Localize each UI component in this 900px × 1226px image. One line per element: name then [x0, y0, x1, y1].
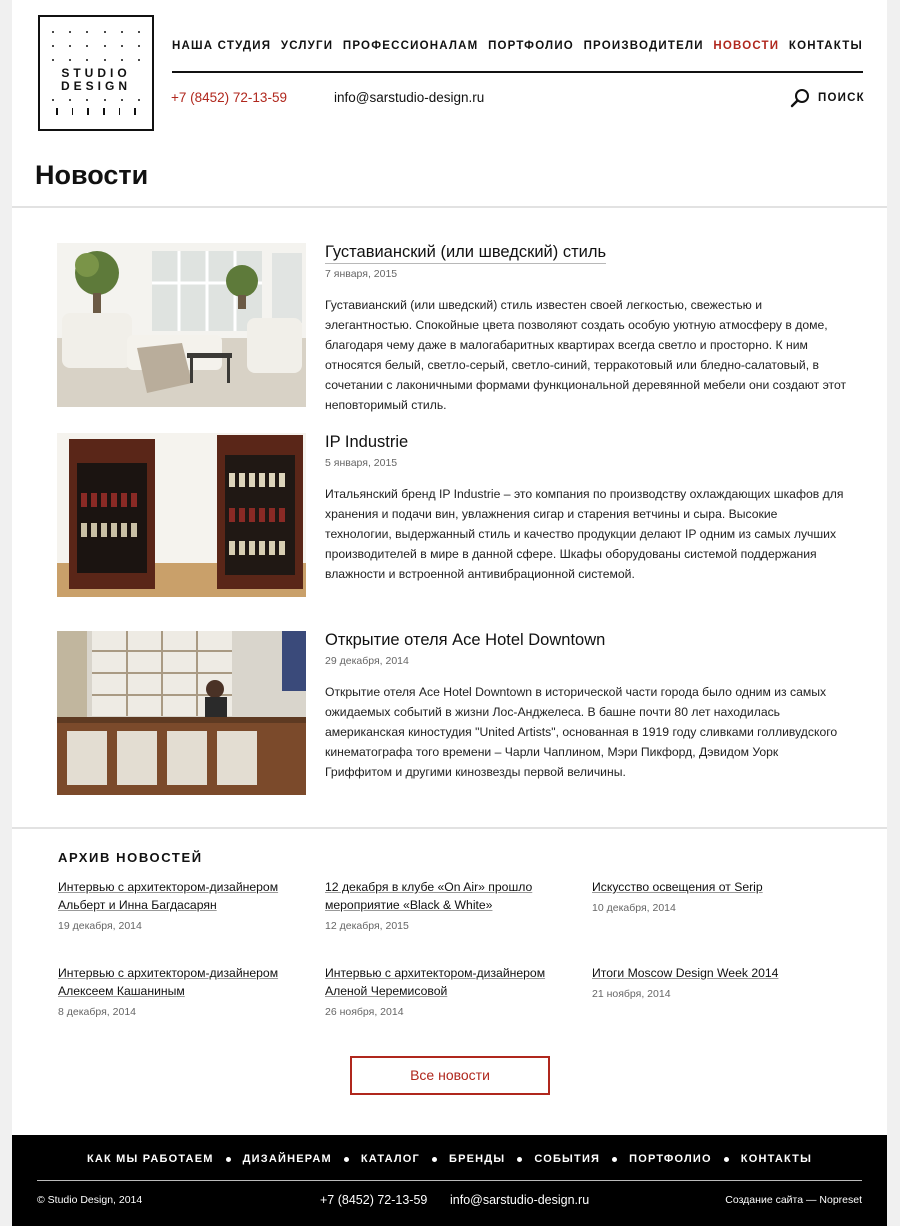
footer-divider	[37, 1180, 862, 1181]
footer-nav-brands[interactable]: БРЕНДЫ	[448, 1153, 506, 1165]
studio-design-logo[interactable]	[38, 15, 154, 131]
archive-item	[592, 878, 837, 914]
archive-item-link[interactable]: Искусство освещения от Serip	[592, 880, 763, 894]
news-text: Итальянский бренд IP Industrie – это компания по производству охлаждающих шкафов для хранения и подачи вин, увлажнения сигар и старения ветчины и сыра. Высокие технологии, выдержанный стиль и качество продукции делают IP одним из самых лучших производителей в мире в данной сфере. Шкафы оборудованы системой поддержания влажности и встроенной антивибрационной системой.	[325, 487, 844, 581]
news-text: Открытие отеля Ace Hotel Downtown в исторической части города было одним из самых ожидаемых событий в жизни Лос-Анджелеса. В башне почти 80 лет находилась американская киностудия "United Artists", основанная в 1919 году сливками голливудского кинематографа того времени – Чарли Чаплином, Мэри Пикфорд, Дэвидом Уорк Гриффитом и другими кинозвезды первой величины.	[325, 685, 838, 779]
nav-item-studio[interactable]: НАША СТУДИЯ	[172, 40, 272, 52]
archive-item	[592, 964, 837, 1000]
footer-nav-designers[interactable]: ДИЗАЙНЕРАМ	[242, 1153, 332, 1165]
logo-ticks	[56, 108, 136, 115]
logo-dots	[52, 45, 140, 49]
footer-nav-portfolio[interactable]: ПОРТФОЛИО	[629, 1153, 712, 1165]
news-text: Густавианский (или шведский) стиль известен своей легкостью, свежестью и элегантностью. Спокойные цвета позволяют создать особую уютную атмосферу в доме, благодаря чему даже в малогабаритных квартирах всегда светло и просторно. К ним относятся белый, светло-серый, светло-синий, терракотовый или бледно-салатовый, в сочетании с лаконичными формами функциональной деревянной мебели они создают этот неповторимый стиль.	[325, 298, 847, 412]
news-body	[325, 433, 847, 584]
logo-dots	[52, 99, 140, 103]
nav-divider	[172, 71, 863, 73]
news-image-hotel-lobby[interactable]	[57, 631, 306, 795]
archive-item-date: 26 ноября, 2014	[325, 1006, 404, 1018]
search-label: ПОИСК	[818, 92, 865, 104]
news-title[interactable]: Открытие отеля Ace Hotel Downtown	[325, 631, 606, 649]
page	[12, 0, 887, 1226]
bullet-separator	[344, 1157, 349, 1162]
news-title[interactable]: IP Industrie	[325, 433, 409, 451]
archive-item	[325, 878, 570, 932]
news-date: 5 января, 2015	[325, 457, 398, 469]
archive-item	[325, 964, 570, 1018]
logo-dots	[52, 59, 140, 63]
bullet-separator	[226, 1157, 231, 1162]
archive-item-date: 19 декабря, 2014	[58, 920, 142, 932]
news-date: 29 декабря, 2014	[325, 655, 409, 667]
news-body	[325, 631, 847, 782]
nav-item-news[interactable]: НОВОСТИ	[713, 40, 780, 52]
footer-copyright: © Studio Design, 2014	[37, 1194, 143, 1206]
news-title[interactable]: Густавианский (или шведский) стиль	[325, 243, 606, 264]
footer-nav-catalog[interactable]: КАТАЛОГ	[360, 1153, 420, 1165]
magnifier-icon	[790, 88, 810, 108]
nav-item-manufacturers[interactable]: ПРОИЗВОДИТЕЛИ	[583, 40, 704, 52]
archive-item-date: 10 декабря, 2014	[592, 902, 676, 914]
logo-dots	[52, 31, 140, 35]
logo-text-studio: STUDIO	[61, 66, 131, 80]
archive-item-link[interactable]: Итоги Moscow Design Week 2014	[592, 966, 779, 980]
footer-credit[interactable]: Создание сайта — Nopreset	[725, 1194, 862, 1206]
bullet-separator	[517, 1157, 522, 1162]
news-image-living-room[interactable]	[57, 243, 306, 407]
nav-item-professionals[interactable]: ПРОФЕССИОНАЛАМ	[342, 40, 479, 52]
archive-item-link[interactable]: Интервью с архитектором-дизайнером Альберт и Инна Багдасарян	[58, 880, 279, 912]
archive-item-date: 21 ноября, 2014	[592, 988, 671, 1000]
divider	[12, 827, 887, 829]
news-date: 7 января, 2015	[325, 268, 398, 280]
archive-item	[58, 964, 303, 1018]
archive-item-date: 8 декабря, 2014	[58, 1006, 137, 1018]
news-image-wine-cabinets[interactable]	[57, 433, 306, 597]
header-email[interactable]: info@sarstudio-design.ru	[334, 90, 485, 105]
news-body	[325, 243, 847, 415]
footer-nav-contacts[interactable]: КОНТАКТЫ	[740, 1153, 813, 1165]
bullet-separator	[724, 1157, 729, 1162]
all-news-button[interactable]: Все новости	[350, 1056, 550, 1095]
nav-item-contacts[interactable]: КОНТАКТЫ	[788, 40, 863, 52]
archive-heading: АРХИВ НОВОСТЕЙ	[58, 850, 203, 865]
divider	[12, 206, 887, 208]
footer-email[interactable]: info@sarstudio-design.ru	[450, 1193, 590, 1207]
footer	[12, 1135, 887, 1226]
archive-item-link[interactable]: Интервью с архитектором-дизайнером Аленой Черемисовой	[325, 966, 546, 998]
archive-item-date: 12 декабря, 2015	[325, 920, 409, 932]
footer-phone[interactable]: +7 (8452) 72-13-59	[320, 1193, 428, 1207]
main-nav	[172, 40, 863, 52]
header-phone[interactable]: +7 (8452) 72-13-59	[171, 90, 287, 105]
search-button[interactable]	[790, 88, 865, 108]
nav-item-portfolio[interactable]: ПОРТФОЛИО	[488, 40, 574, 52]
nav-item-services[interactable]: УСЛУГИ	[280, 40, 334, 52]
page-title: Новости	[35, 160, 149, 190]
footer-nav	[12, 1153, 887, 1165]
footer-nav-events[interactable]: СОБЫТИЯ	[534, 1153, 601, 1165]
footer-nav-how-we-work[interactable]: КАК МЫ РАБОТАЕМ	[86, 1153, 214, 1165]
archive-item-link[interactable]: Интервью с архитектором-дизайнером Алексеем Кашаниным	[58, 966, 279, 998]
archive-item	[58, 878, 303, 932]
archive-item-link[interactable]: 12 декабря в клубе «On Air» прошло мероприятие «Black & White»	[325, 880, 533, 912]
bullet-separator	[432, 1157, 437, 1162]
logo-text-design: DESIGN	[60, 79, 131, 93]
bullet-separator	[612, 1157, 617, 1162]
